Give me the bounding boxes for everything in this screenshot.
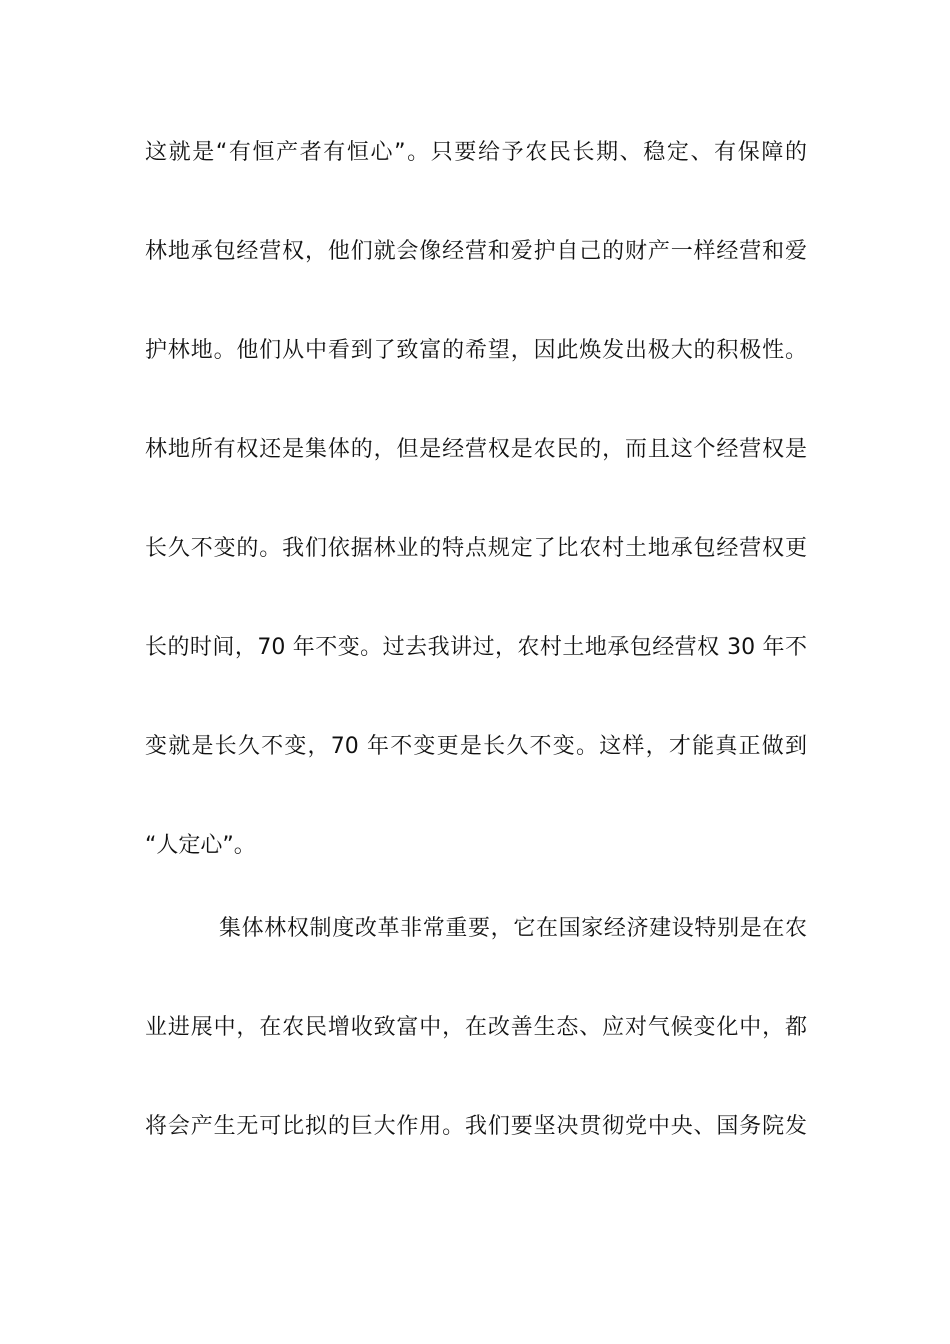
text-line: 业进展中，在农民增收致富中，在改善生态、应对气候变化中，都 (145, 1015, 807, 1040)
paragraph-first-line: 集体林权制度改革非常重要，它在国家经济建设特别是在农 (219, 916, 807, 941)
text-line: 林地承包经营权，他们就会像经营和爱护自己的财产一样经营和爱 (145, 239, 807, 264)
text-line: 护林地。他们从中看到了致富的希望，因此焕发出极大的积极性。 (145, 338, 807, 363)
text-line: “人定心”。 (145, 833, 256, 858)
text-line: 长久不变的。我们依据林业的特点规定了比农村土地承包经营权更 (145, 536, 807, 561)
text-line: 这就是“有恒产者有恒心”。只要给予农民长期、稳定、有保障的 (145, 140, 807, 165)
text-line: 长的时间，70 年不变。过去我讲过，农村土地承包经营权 30 年不 (145, 635, 807, 660)
text-line: 变就是长久不变，70 年不变更是长久不变。这样，才能真正做到 (145, 734, 807, 759)
text-line: 将会产生无可比拟的巨大作用。我们要坚决贯彻党中央、国务院发 (145, 1114, 807, 1139)
text-line: 林地所有权还是集体的，但是经营权是农民的，而且这个经营权是 (145, 437, 807, 462)
